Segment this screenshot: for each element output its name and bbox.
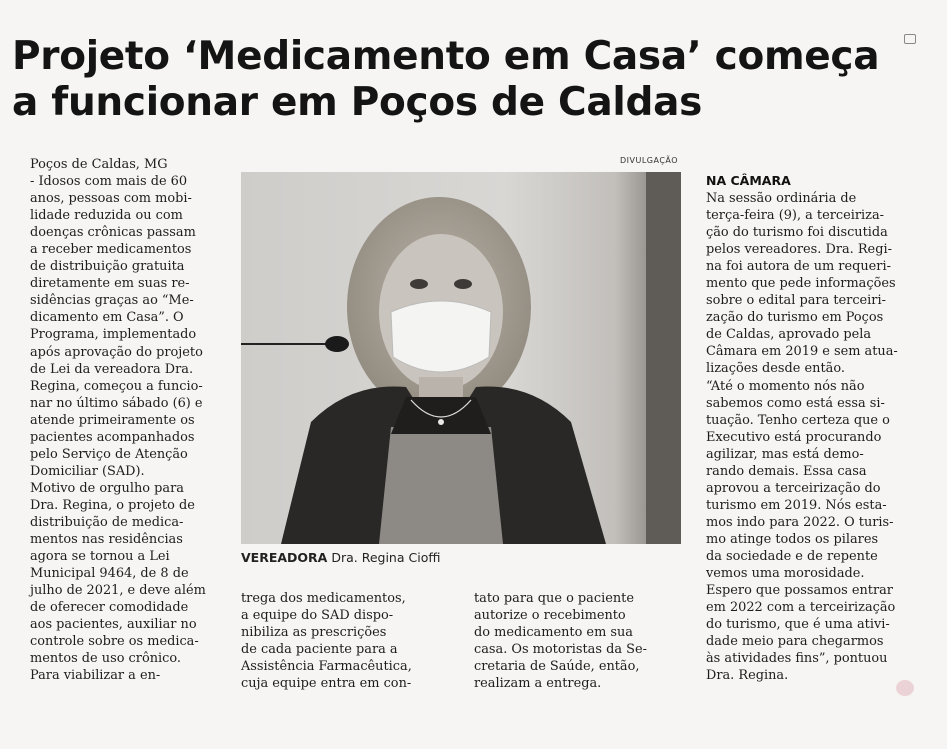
- text-line: Dra. Regina, o projeto de: [30, 497, 195, 513]
- text-line: sidências graças ao “Me-: [30, 293, 194, 309]
- text-line: aprovou a terceirização do: [706, 480, 881, 496]
- article-column-2: [241, 590, 451, 692]
- text-line: trega dos medicamentos,: [241, 591, 406, 606]
- section-heading: NA CÂMARA: [706, 173, 791, 188]
- text-line: Domiciliar (SAD).: [30, 463, 145, 479]
- headline-line-1: Projeto ‘Medicamento em Casa’ começa: [12, 34, 880, 79]
- text-line: tuação. Tenho certeza que o: [706, 412, 890, 428]
- text-line: distribuição de medica-: [30, 514, 184, 530]
- text-line: Municipal 9464, de 8 de: [30, 566, 189, 582]
- text-line: de Lei da vereadora Dra.: [30, 361, 194, 377]
- text-line: mentos de uso crônico.: [30, 651, 181, 667]
- text-line: vemos uma morosidade.: [706, 566, 865, 582]
- text-line: agora se tornou a Lei: [30, 549, 170, 565]
- article-photo: [241, 172, 681, 544]
- text-line: diretamente em suas re-: [30, 276, 190, 292]
- text-line: a equipe do SAD dispo-: [241, 608, 394, 624]
- text-line: a receber medicamentos: [30, 242, 192, 258]
- text-line: Para viabilizar a en-: [30, 668, 161, 684]
- text-line: mo atinge todos os pilares: [706, 531, 879, 547]
- photo-credit: DIVULGAÇÃO: [620, 156, 679, 165]
- text-line: zação do turismo em Poços: [706, 310, 884, 326]
- photo-caption: [241, 550, 440, 565]
- text-line: nibiliza as prescrições: [241, 625, 387, 641]
- text-line: em 2022 com a terceirização: [706, 600, 896, 616]
- text-line: mentos nas residências: [30, 532, 183, 548]
- text-line: sobre o edital para terceiri-: [706, 293, 886, 309]
- text-line: pelos vereadores. Dra. Regi-: [706, 242, 892, 258]
- text-line: “Até o momento nós não: [706, 378, 865, 394]
- text-line: cretaria de Saúde, então,: [474, 659, 640, 675]
- headline-line-2: a funcionar em Poços de Caldas: [12, 80, 703, 125]
- caption-label: VEREADORA: [241, 550, 328, 565]
- article-headline: [12, 34, 922, 126]
- text-line: mos indo para 2022. O turis-: [706, 514, 894, 530]
- text-line: aos pacientes, auxiliar no: [30, 617, 197, 633]
- text-line: dicamento em Casa”. O: [30, 310, 184, 326]
- text-line: realizam a entrega.: [474, 676, 602, 692]
- text-line: do turismo, que é uma ativi-: [706, 617, 890, 633]
- text-line: autorize o recebimento: [474, 608, 626, 624]
- text-line: Regina, começou a funcio-: [30, 378, 203, 394]
- text-line: pacientes acompanhados: [30, 429, 195, 445]
- text-line: Espero que possamos entrar: [706, 583, 893, 599]
- text-line: de oferecer comodidade: [30, 600, 189, 616]
- text-line: Assistência Farmacêutica,: [241, 659, 412, 675]
- text-line: - Idosos com mais de 60: [30, 174, 188, 190]
- text-line: anos, pessoas com mobi-: [30, 191, 192, 207]
- article-column-4: [706, 190, 920, 684]
- text-line: dade meio para chegarmos: [706, 634, 884, 650]
- text-line: de cada paciente para a: [241, 642, 398, 658]
- text-line: Motivo de orgulho para: [30, 480, 184, 496]
- text-line: doenças crônicas passam: [30, 225, 196, 241]
- text-line: do medicamento em sua: [474, 625, 633, 641]
- text-line: da sociedade e de repente: [706, 548, 878, 564]
- text-line: Executivo está procurando: [706, 429, 882, 445]
- text-line: Programa, implementado: [30, 327, 197, 343]
- text-line: cuja equipe entra em con-: [241, 676, 412, 692]
- text-line: Na sessão ordinária de: [706, 191, 857, 206]
- text-line: na foi autora de um requeri-: [706, 259, 891, 275]
- text-line: julho de 2021, e deve além: [30, 583, 206, 599]
- text-line: atende primeiramente os: [30, 412, 195, 428]
- caption-name: Dra. Regina Cioffi: [331, 550, 441, 565]
- text-line: lizações desde então.: [706, 361, 845, 377]
- text-line: controle sobre os medica-: [30, 634, 199, 650]
- article-column-1: [30, 156, 220, 684]
- text-line: pelo Serviço de Atenção: [30, 446, 188, 462]
- text-line: agilizar, mas está demo-: [706, 446, 864, 462]
- text-line: mento que pede informações: [706, 276, 896, 292]
- text-line: turismo em 2019. Nós esta-: [706, 497, 887, 513]
- text-line: casa. Os motoristas da Se-: [474, 642, 647, 658]
- text-line: lidade reduzida ou com: [30, 208, 183, 224]
- text-line: Dra. Regina.: [706, 668, 789, 684]
- text-line: às atividades fins”, pontuou: [706, 651, 888, 667]
- article-column-3: [474, 590, 684, 692]
- text-line: rando demais. Essa casa: [706, 463, 867, 479]
- stamp-icon: [896, 680, 914, 696]
- text-line: Poços de Caldas, MG: [30, 157, 168, 172]
- text-line: Câmara em 2019 e sem atua-: [706, 344, 898, 360]
- text-line: de Caldas, aprovado pela: [706, 327, 872, 343]
- text-line: nar no último sábado (6) e: [30, 395, 203, 411]
- text-line: após aprovação do projeto: [30, 344, 203, 360]
- text-line: ção do turismo foi discutida: [706, 225, 888, 241]
- text-line: sabemos como está essa si-: [706, 395, 885, 411]
- text-line: terça-feira (9), a terceiriza-: [706, 208, 884, 224]
- portrait-photo-icon: [241, 172, 681, 544]
- text-line: de distribuição gratuita: [30, 259, 185, 275]
- text-line: tato para que o paciente: [474, 591, 634, 606]
